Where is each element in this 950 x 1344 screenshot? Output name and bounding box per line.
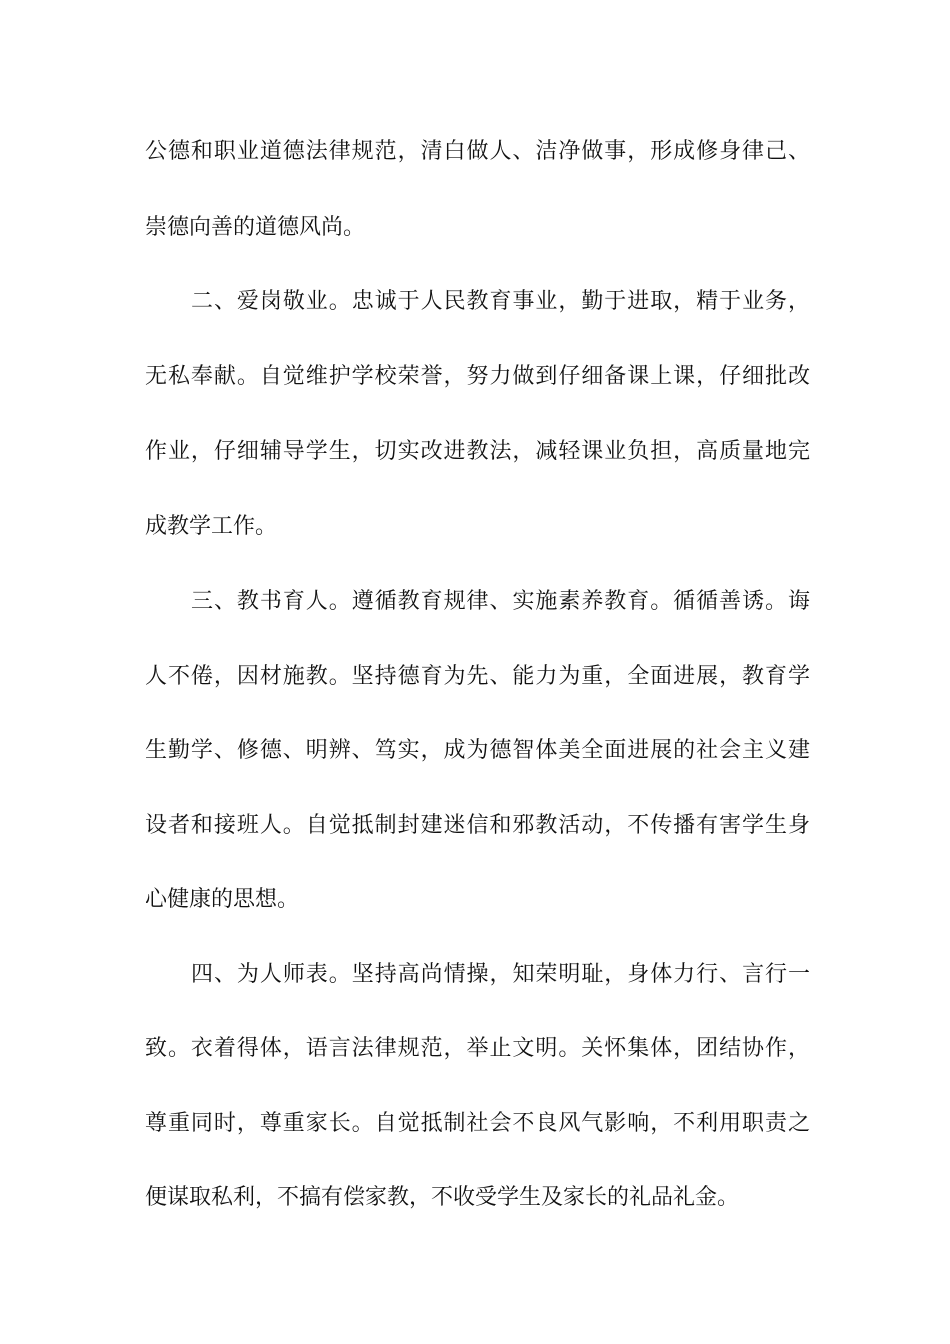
paragraph-4-line-1: 四、为人师表。坚持高尚情操，知荣明耻，身体力行、言行一 (191, 962, 810, 987)
paragraph-4-line-3: 尊重同时，尊重家长。自觉抵制社会不良风气影响，不利用职责之 (145, 1111, 810, 1136)
paragraph-4-line-2: 致。衣着得体，语言法律规范，举止文明。关怀集体，团结协作， (145, 1036, 810, 1061)
paragraph-1-line-1: 公德和职业道德法律规范，清白做人、洁净做事，形成修身律己、 (145, 139, 810, 164)
paragraph-3-line-2: 人不倦，因材施教。坚持德育为先、能力为重，全面进展，教育学 (145, 664, 810, 689)
paragraph-3-line-4: 设者和接班人。自觉抵制封建迷信和邪教活动，不传播有害学生身 (145, 813, 810, 838)
paragraph-3-line-1: 三、教书育人。遵循教育规律、实施素养教育。循循善诱。诲 (191, 589, 810, 614)
paragraph-2-line-1: 二、爱岗敬业。忠诚于人民教育事业，勤于进取，精于业务， (191, 289, 810, 314)
paragraph-4-line-4: 便谋取私利，不搞有偿家教，不收受学生及家长的礼品礼金。 (145, 1185, 740, 1210)
paragraph-1-line-2: 崇德向善的道德风尚。 (145, 215, 366, 240)
paragraph-2-line-2: 无私奉献。自觉维护学校荣誉，努力做到仔细备课上课，仔细批改 (145, 364, 810, 389)
paragraph-3-line-3: 生勤学、修德、明辨、笃实，成为德智体美全面进展的社会主义建 (145, 738, 810, 763)
paragraph-2-line-4: 成教学工作。 (145, 514, 278, 539)
paragraph-2-line-3: 作业，仔细辅导学生，切实改进教法，减轻课业负担，高质量地完 (145, 439, 810, 464)
paragraph-3-line-5: 心健康的思想。 (145, 887, 300, 912)
